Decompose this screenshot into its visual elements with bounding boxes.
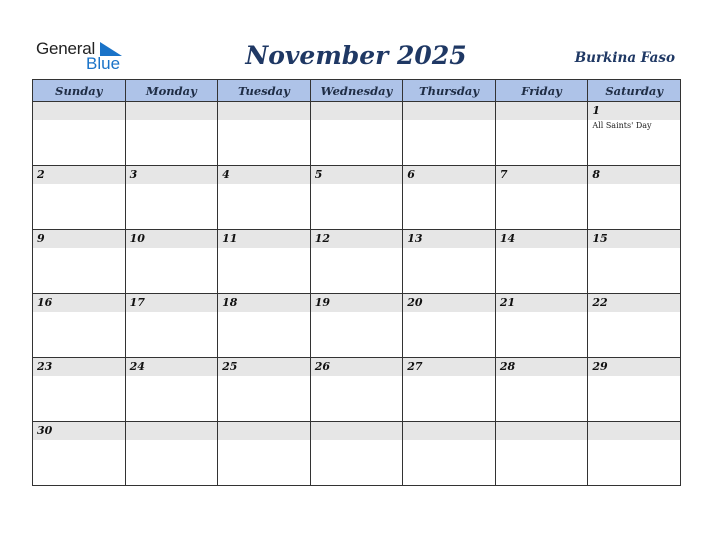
day-number: 3 (126, 166, 218, 184)
day-number (496, 422, 588, 440)
day-cell (403, 422, 496, 486)
day-cell (218, 102, 311, 166)
day-number: 30 (33, 422, 125, 440)
day-cell (495, 294, 588, 358)
holiday-label: All Saints' Day (592, 121, 652, 130)
day-cell (588, 294, 681, 358)
day-cell (495, 166, 588, 230)
weekday-wednesday: Wednesday (310, 80, 403, 102)
day-number: 29 (588, 358, 680, 376)
day-number: 26 (311, 358, 403, 376)
country-name: Burkina Faso (574, 50, 675, 66)
day-cell (495, 230, 588, 294)
day-cell (33, 166, 126, 230)
day-cell (125, 166, 218, 230)
day-number: 18 (218, 294, 310, 312)
day-number: 28 (496, 358, 588, 376)
day-cell (218, 422, 311, 486)
day-cell (588, 102, 681, 166)
day-number: 9 (33, 230, 125, 248)
day-cell (588, 166, 681, 230)
week-row (33, 422, 681, 486)
logo-text-general: General (36, 39, 96, 58)
day-number: 1 (588, 102, 680, 120)
day-cell (588, 422, 681, 486)
day-cell (125, 422, 218, 486)
day-cell (403, 358, 496, 422)
day-number (33, 102, 125, 120)
day-number (218, 102, 310, 120)
day-number: 7 (496, 166, 588, 184)
day-number (311, 102, 403, 120)
day-number: 21 (496, 294, 588, 312)
day-number (126, 102, 218, 120)
day-cell (218, 294, 311, 358)
day-cell (403, 166, 496, 230)
day-cell (495, 102, 588, 166)
day-number: 19 (311, 294, 403, 312)
day-number: 13 (403, 230, 495, 248)
day-cell (218, 230, 311, 294)
logo-text-blue: Blue (86, 54, 121, 73)
week-row (33, 358, 681, 422)
weekday-thursday: Thursday (403, 80, 496, 102)
day-number: 4 (218, 166, 310, 184)
day-number: 15 (588, 230, 680, 248)
day-cell (33, 358, 126, 422)
day-number: 17 (126, 294, 218, 312)
day-cell (403, 230, 496, 294)
day-number: 11 (218, 230, 310, 248)
day-number (588, 422, 680, 440)
day-number: 25 (218, 358, 310, 376)
week-row (33, 102, 681, 166)
day-number: 16 (33, 294, 125, 312)
day-cell (310, 294, 403, 358)
day-number: 24 (126, 358, 218, 376)
day-cell (310, 422, 403, 486)
day-cell (310, 102, 403, 166)
day-cell (125, 358, 218, 422)
day-cell (310, 166, 403, 230)
day-number: 5 (311, 166, 403, 184)
day-number: 10 (126, 230, 218, 248)
day-cell (33, 294, 126, 358)
day-number: 12 (311, 230, 403, 248)
day-cell (588, 358, 681, 422)
day-cell (403, 102, 496, 166)
weekday-header-row (33, 80, 681, 102)
day-cell (495, 358, 588, 422)
day-cell (125, 230, 218, 294)
day-number: 23 (33, 358, 125, 376)
day-cell (403, 294, 496, 358)
day-number: 20 (403, 294, 495, 312)
day-cell (310, 358, 403, 422)
day-number: 2 (33, 166, 125, 184)
weekday-friday: Friday (495, 80, 588, 102)
day-cell (125, 102, 218, 166)
calendar-title: November 2025 (245, 41, 467, 70)
calendar-grid (32, 79, 681, 486)
day-number (403, 422, 495, 440)
day-number (311, 422, 403, 440)
weekday-monday: Monday (125, 80, 218, 102)
day-cell (495, 422, 588, 486)
day-cell (218, 358, 311, 422)
day-cell (33, 230, 126, 294)
day-number (218, 422, 310, 440)
weekday-tuesday: Tuesday (218, 80, 311, 102)
day-cell (33, 102, 126, 166)
day-cell (33, 422, 126, 486)
day-cell (588, 230, 681, 294)
day-cell (310, 230, 403, 294)
day-number: 6 (403, 166, 495, 184)
day-number: 27 (403, 358, 495, 376)
day-number: 14 (496, 230, 588, 248)
week-row (33, 166, 681, 230)
day-number: 8 (588, 166, 680, 184)
day-number (496, 102, 588, 120)
weekday-saturday: Saturday (588, 80, 681, 102)
day-cell (125, 294, 218, 358)
week-row (33, 230, 681, 294)
week-row (33, 294, 681, 358)
day-number (126, 422, 218, 440)
day-number: 22 (588, 294, 680, 312)
weekday-sunday: Sunday (33, 80, 126, 102)
day-cell (218, 166, 311, 230)
day-number (403, 102, 495, 120)
